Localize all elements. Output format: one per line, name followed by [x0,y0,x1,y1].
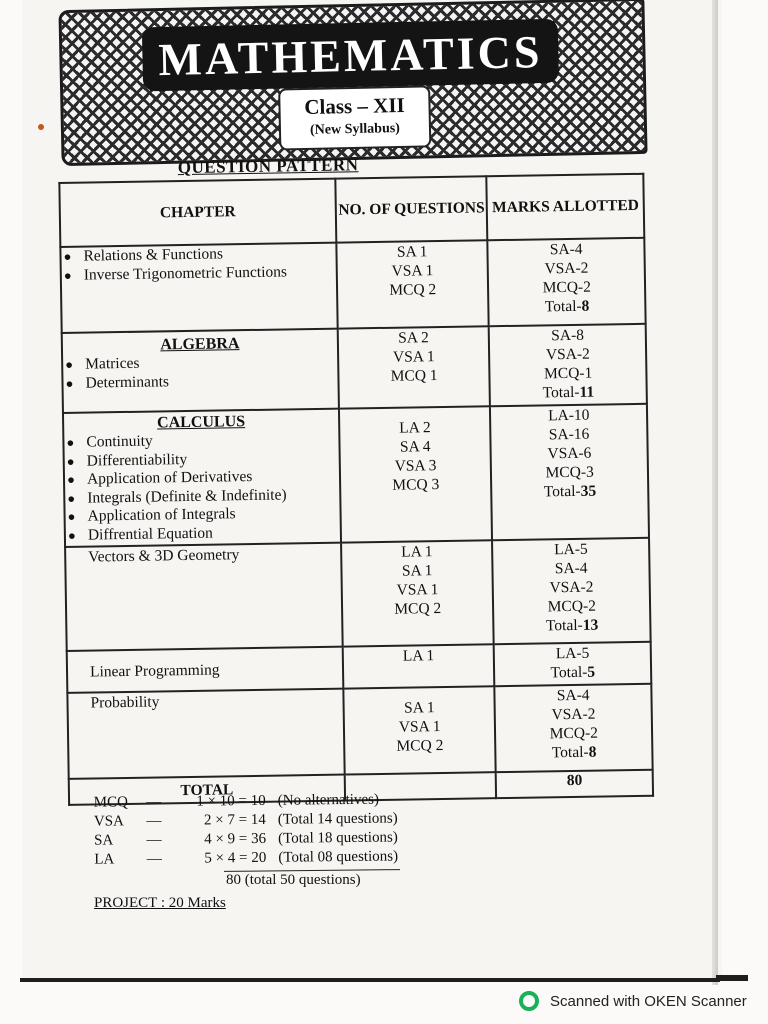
marks-item: SA-8 [551,326,585,345]
class-label: Class – XII [304,92,405,120]
syllabus-label: (New Syllabus) [309,121,401,138]
chapter-cell [60,243,337,333]
summary-type: LA [94,851,115,868]
row-total-prefix: Total- [543,482,581,501]
page-corner-edge [716,975,748,981]
class-box [278,85,431,150]
marks-item: LA-5 [555,644,590,663]
question-pattern-table [58,173,654,806]
marks-summary [94,790,415,869]
summary-calc: 4 × 9 = 36 [204,830,267,848]
scanner-text: Scanned with OKEN Scanner [550,992,747,1010]
row-total-prefix: Total- [544,297,582,316]
question-count: SA 1 [396,243,428,261]
summary-type: MCQ [93,794,128,811]
row-total-value: 5 [587,663,596,681]
questions-cell [336,240,489,328]
question-count: LA 1 [401,543,433,561]
row-total [491,382,646,403]
topic-item: ● Inverse Trigonometric Functions [62,262,336,285]
topic-item: ● Relations & Functions [61,244,335,267]
table-body [60,238,652,779]
row-total [493,481,648,502]
question-pattern-section [58,151,658,806]
summary-note: (Total 08 questions) [278,848,399,866]
summary-calc: 5 × 4 = 20 [204,849,267,867]
topic-item: ● Application of Integrals [65,504,339,527]
questions-cell [343,644,495,688]
marks-item: VSA-2 [545,345,590,364]
marks-item: SA-4 [549,240,583,259]
chapter-name: Vectors & 3D Geometry [88,546,240,566]
question-count: MCQ 1 [390,367,438,385]
marks-cell [494,642,651,686]
summary-total: 80 (total 50 questions) [226,872,361,888]
chapter-cell [63,409,341,547]
question-count: VSA 1 [396,581,439,599]
chapter-section-heading: ALGEBRA [160,335,240,354]
summary-note: (No alternatives) [277,791,379,809]
row-total-value: 8 [581,297,590,315]
summary-type: SA [94,832,114,849]
marks-item: MCQ-1 [543,364,593,383]
summary-note: (Total 14 questions) [277,810,398,828]
page-bottom-edge [20,978,720,982]
row-total [490,296,645,317]
table-row [65,538,651,651]
page-edge-shadow [712,0,718,985]
chapter-cell [65,543,343,651]
marks-item: SA-16 [548,425,590,444]
project-marks: PROJECT : 20 Marks [94,895,226,911]
chapter-cell [67,689,344,779]
marks-cell [489,324,647,406]
question-count: SA 1 [403,699,435,717]
topic-item: ● Determinants [63,370,337,393]
table-row [62,324,647,413]
chapter-cell [62,329,339,413]
questions-cell [338,326,491,408]
question-count: MCQ 3 [392,476,440,494]
questions-cell [339,406,493,542]
chapter-section-heading: CALCULUS [156,413,246,432]
questions-cell [343,686,496,774]
question-count: VSA 1 [392,348,435,366]
question-count: MCQ 2 [396,737,444,755]
row-total-value: 35 [580,482,597,500]
question-count: LA 1 [402,647,435,665]
question-count: VSA 3 [394,457,437,475]
topic-item: ● Integrals (Definite & Indefinite) [65,485,339,508]
summary-calc: 2 × 7 = 14 [203,811,266,829]
topic-item: ● Diffrential Equation [66,522,340,545]
marks-item: MCQ-2 [542,278,592,297]
questions-cell [341,540,494,646]
ink-speck [38,124,44,130]
question-count: VSA 1 [391,262,434,280]
marks-cell [488,238,646,326]
marks-header: MARKS ALLOTTED [487,174,645,240]
row-total [495,662,650,683]
question-count: LA 2 [399,419,431,437]
question-count: SA 2 [398,329,429,347]
questions-header: NO. OF QUESTIONS [335,176,488,242]
marks-item: VSA-2 [549,578,594,597]
table-row [60,238,645,333]
row-total-prefix: Total- [542,383,580,402]
summary-row [94,847,414,869]
marks-cell [490,404,649,540]
summary-dash: — [146,850,162,868]
row-total-value: 8 [588,743,597,761]
table-row [67,684,652,779]
marks-item: VSA-2 [544,259,589,278]
marks-item: SA-4 [556,686,590,705]
topic-list [61,244,335,285]
row-total-prefix: Total- [550,663,588,682]
row-total-prefix: Total- [545,616,583,635]
marks-item: LA-5 [553,540,588,559]
table-row [63,404,649,547]
question-count: SA 1 [401,562,433,580]
summary-dash: — [146,793,162,811]
marks-item: MCQ-3 [545,463,594,482]
row-total-value: 11 [579,383,595,401]
chapter-name: Probability [90,693,160,712]
topic-list [64,430,340,545]
marks-item: MCQ-2 [549,724,599,743]
marks-item: LA-10 [548,406,590,425]
chapter-cell [67,647,344,693]
topic-item: ● Matrices [63,352,337,375]
question-pattern-title: QUESTION PATTERN [177,155,359,178]
marks-cell [492,538,650,644]
topic-item: ● Differentiability [65,448,339,471]
scanner-footer [518,990,747,1012]
marks-item: MCQ-2 [547,597,597,616]
question-count: MCQ 2 [394,600,442,618]
summary-dash: — [146,812,162,830]
marks-item: VSA-2 [551,705,596,724]
question-count: SA 4 [399,438,431,456]
header-banner [58,0,647,166]
topic-item: ● Application of Derivatives [65,467,339,490]
question-count: VSA 1 [398,718,441,736]
summary-dash: — [146,831,162,849]
total-marks: 80 [496,770,653,798]
topic-list [63,352,337,393]
subject-title: MATHEMATICS [142,19,559,92]
total-label: TOTAL [69,775,345,805]
summary-type: VSA [93,813,125,830]
row-total [495,615,650,636]
marks-item: VSA-6 [547,444,592,463]
row-total-value: 13 [582,616,599,634]
summary-note: (Total 18 questions) [278,829,398,847]
row-total-prefix: Total- [551,743,589,762]
table-header-row [59,174,644,247]
oken-scanner-logo-icon [518,990,540,1012]
chapter-header: CHAPTER [59,179,336,247]
marks-cell [495,684,653,772]
topic-item: ● Continuity [64,430,338,453]
summary-calc: 1 × 10 = 10 [196,792,266,810]
question-count: MCQ 2 [389,281,437,299]
chapter-name: Linear Programming [89,661,220,681]
marks-item: SA-4 [554,559,588,578]
row-total [497,742,652,763]
